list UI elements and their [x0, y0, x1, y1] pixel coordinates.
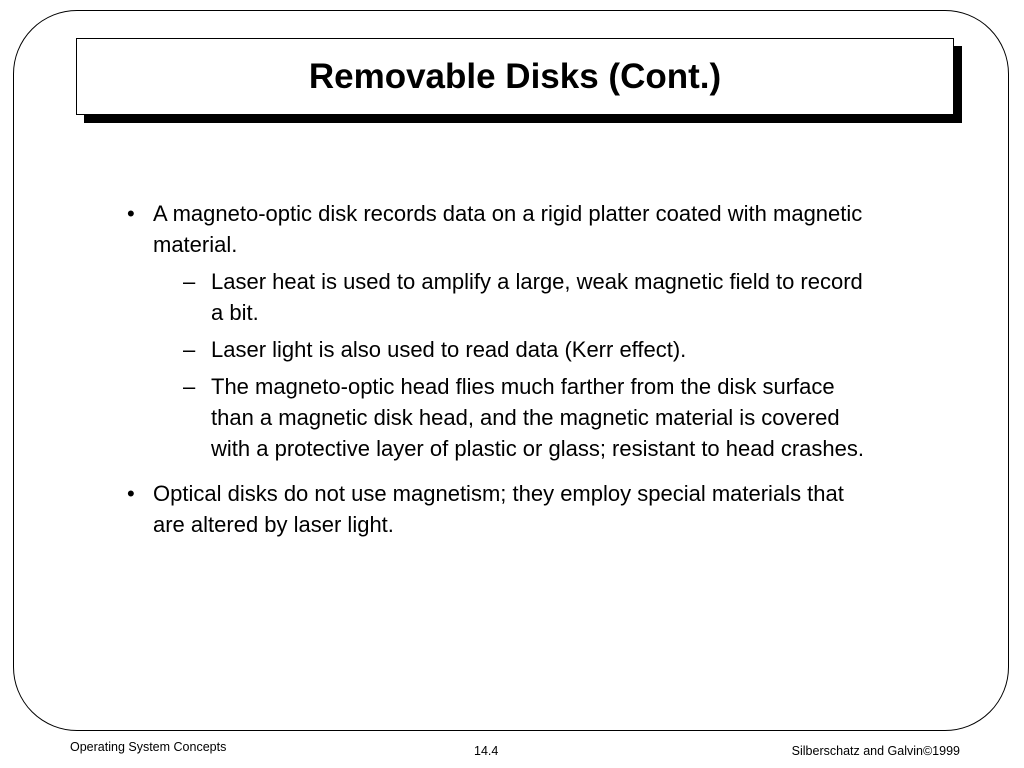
sub-item-text: Laser heat is used to amplify a large, weak magnetic field to record a bit. — [211, 269, 863, 325]
bullet-item — [125, 478, 865, 540]
slide-content — [125, 198, 865, 550]
dash-icon: – — [183, 269, 196, 294]
bullet-icon: • — [127, 201, 135, 226]
dash-icon: – — [183, 374, 196, 399]
slide-title: Removable Disks (Cont.) — [308, 56, 722, 96]
sub-item — [153, 334, 865, 365]
footer-copyright: Silberschatz and Galvin©1999 — [791, 744, 960, 758]
bullet-text: Optical disks do not use magnetism; they employ special materials that are altered by laser light. — [153, 481, 844, 537]
bullet-icon: • — [127, 481, 135, 506]
footer-course-title: Operating System Concepts — [70, 740, 227, 754]
sub-item-text: Laser light is also used to read data (Kerr effect). — [211, 337, 687, 362]
bullet-text: A magneto-optic disk records data on a rigid platter coated with magnetic material. — [153, 201, 863, 257]
sub-item — [153, 266, 865, 328]
footer-page-number: 14.4 — [474, 744, 499, 758]
sub-item-text: The magneto-optic head flies much farther from the disk surface than a magnetic disk head, and the magnetic material is covered with a protective layer of plastic or glass; resistant to head crashes. — [211, 374, 864, 461]
dash-icon: – — [183, 337, 196, 362]
sub-item — [153, 371, 865, 464]
title-box — [76, 38, 954, 115]
bullet-item — [125, 198, 865, 464]
